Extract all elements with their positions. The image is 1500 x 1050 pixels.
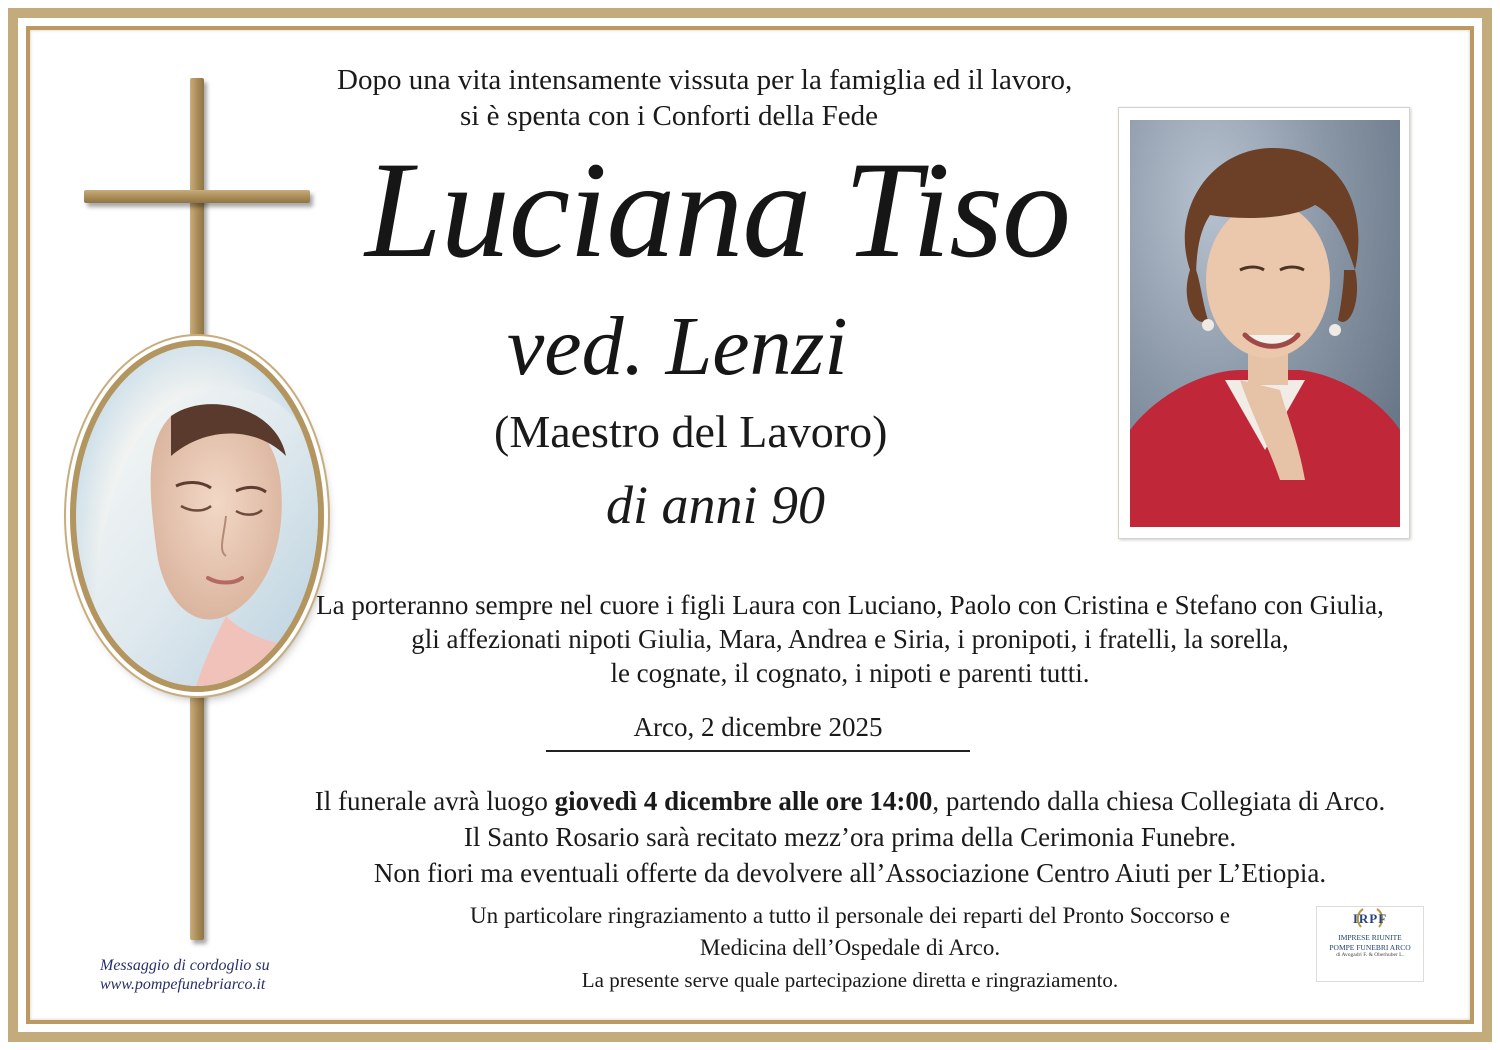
family-line-3: le cognate, il cognato, i nipoti e parenti tutti.	[610, 658, 1090, 688]
portrait-photo	[1130, 120, 1400, 527]
funeral-prefix: Il funerale avrà luogo	[314, 786, 555, 816]
thanks-line-1: Un particolare ringraziamento a tutto il personale dei reparti del Pronto Soccorso e	[469, 903, 1230, 928]
thanks-line-2: Medicina dell’Ospedale di Arco.	[699, 935, 1001, 960]
funeral-suffix: , partendo dalla chiesa Collegiata di Arco.	[932, 786, 1386, 816]
family-paragraph	[270, 588, 1430, 690]
funeral-when: giovedì 4 dicembre alle ore 14:00	[554, 786, 933, 816]
condolence-line-1: Messaggio di cordoglio su	[100, 957, 270, 974]
cross-icon-horizontal-bar	[84, 190, 310, 203]
rosary-line: Il Santo Rosario sarà recitato mezz’ora prima della Cerimonia Funebre.	[463, 822, 1237, 852]
funeral-home-logo	[1316, 906, 1424, 982]
funeral-paragraph	[270, 783, 1430, 891]
place-date: Arco, 2 dicembre 2025	[633, 712, 883, 742]
logo-line-3: di Avogadri F. & Oberhuber L.	[1336, 952, 1404, 958]
donations-line: Non fiori ma eventuali offerte da devolvere all’Associazione Centro Aiuti per L’Etiopia.	[373, 858, 1327, 888]
closing-line: La presente serve quale partecipazione diretta e ringraziamento.	[581, 968, 1119, 992]
portrait-frame	[1118, 107, 1410, 539]
condolence-website-link[interactable]: www.pompefunebriarco.it	[100, 976, 266, 993]
family-line-2: gli affezionati nipoti Giulia, Mara, Andrea e Siria, i pronipoti, i fratelli, la sorella,	[411, 624, 1289, 654]
intro-line-2: si è spenta con i Conforti della Fede	[460, 100, 878, 132]
condolence-note[interactable]	[100, 956, 270, 994]
family-line-1: La porteranno sempre nel cuore i figli Laura con Luciano, Paolo con Cristina e Stefano con Giulia,	[316, 590, 1384, 620]
deceased-age: di anni 90	[606, 475, 826, 535]
logo-mark: IRPF	[1352, 911, 1388, 926]
deceased-title: (Maestro del Lavoro)	[494, 406, 888, 457]
logo-line-2: POMPE FUNEBRI ARCO	[1329, 943, 1411, 952]
date-underline-divider	[546, 750, 970, 752]
intro-line-1: Dopo una vita intensamente vissuta per la famiglia ed il lavoro,	[337, 64, 1073, 96]
thanks-paragraph	[350, 900, 1350, 964]
funeral-line	[270, 783, 1430, 819]
deceased-name: Luciana Tiso	[365, 133, 1071, 286]
deceased-married-name: ved. Lenzi	[507, 300, 848, 393]
logo-line-1: IMPRESE RIUNITE	[1338, 933, 1402, 942]
